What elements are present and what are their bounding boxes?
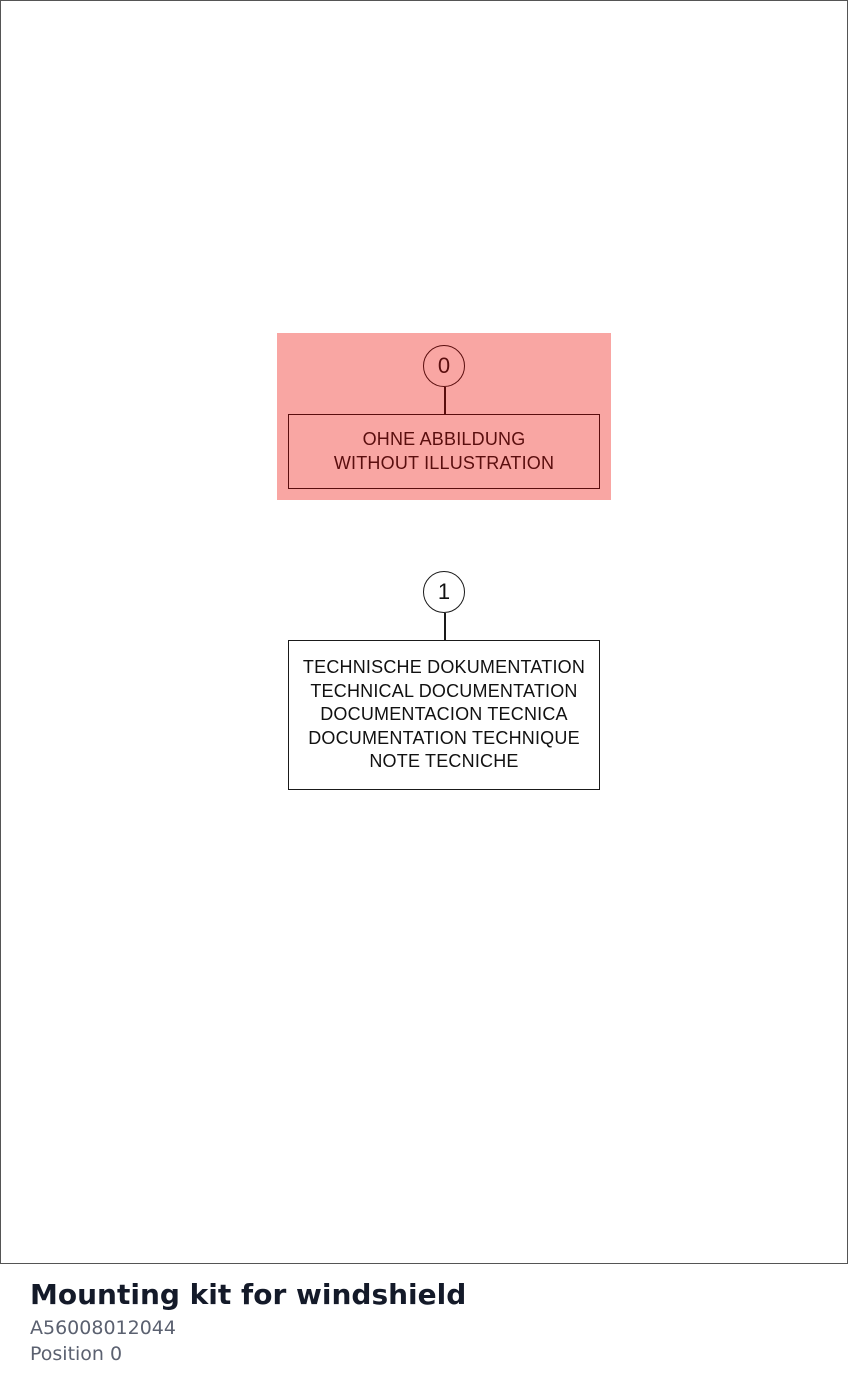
part-title: Mounting kit for windshield bbox=[30, 1278, 467, 1311]
position-label: Position 0 bbox=[30, 1343, 123, 1365]
callout-label-0[interactable] bbox=[288, 414, 600, 489]
callout-label-0-line: WITHOUT ILLUSTRATION bbox=[333, 452, 555, 473]
callout-number-0[interactable]: 0 bbox=[423, 345, 465, 387]
callout-label-1-line: TECHNISCHE DOKUMENTATION bbox=[302, 657, 586, 678]
callout-label-1-line: DOCUMENTACION TECNICA bbox=[320, 704, 568, 725]
callout-number-1[interactable]: 1 bbox=[423, 571, 465, 613]
callout-label-1-line: TECHNICAL DOCUMENTATION bbox=[310, 680, 578, 701]
callout-label-1-line: NOTE TECNICHE bbox=[369, 751, 519, 772]
callout-label-0-line: OHNE ABBILDUNG bbox=[362, 429, 526, 449]
callout-label-1-line: DOCUMENTATION TECHNIQUE bbox=[308, 727, 580, 748]
part-number: A56008012044 bbox=[30, 1317, 176, 1339]
callout-label-1[interactable] bbox=[288, 640, 600, 790]
callout-leader-0 bbox=[444, 387, 446, 415]
callout-leader-1 bbox=[444, 613, 446, 641]
